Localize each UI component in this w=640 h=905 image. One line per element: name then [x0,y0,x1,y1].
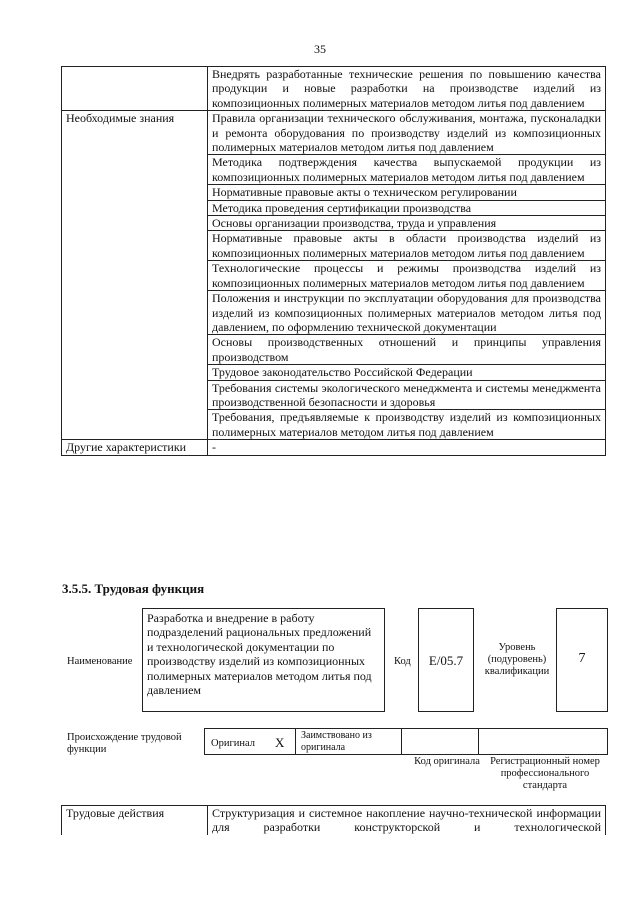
cell-text: Структуризация и системное накопление научно-технической информации для разработки конструкторской и технологической [208,806,606,835]
cell-text: Основы производственных отношений и принципы управления производством [208,335,606,365]
code-original-label: Код оригинала [414,756,480,767]
origin-label: Происхождение трудовой функции [67,732,182,755]
cell-text: Трудовое законодательство Российской Федерации [208,365,606,380]
divider [401,729,402,754]
cell-text: Положения и инструкции по эксплуатации оборудования для производства изделий из композиционных полимерных материалов методом литья под давлением, по оформлению технической документации [208,291,606,335]
row-label: Трудовые действия [62,806,208,835]
table-row [62,67,606,111]
cell-text: Требования системы экологического менеджмента и системы менеджмента производственной безопасности и здоровья [208,380,606,410]
cell-text: Основы организации производства, труда и управления [208,216,606,231]
row-label [62,67,208,111]
reg-number-label: Регистрационный номер профессионального стандарта [490,756,600,791]
original-mark: X [275,735,285,750]
origin-row [204,728,608,755]
function-name-box: Разработка и внедрение в работу подразделений рациональных предложений и технологической документации по производству изделий из композиционных полимерных материалов методом литья под давлением [142,608,385,712]
cell-text: Нормативные правовые акты о техническом регулировании [208,185,606,200]
cell-text: Технологические процессы и режимы производства изделий из композиционных полимерных материалов методом литья под давлением [208,261,606,291]
original-label: Оригинал [211,738,255,749]
table-row [62,440,606,455]
cell-text: - [208,440,606,455]
cell-text: Методика проведения сертификации производства [208,200,606,215]
divider [478,729,479,754]
divider [295,729,296,754]
table-row [62,806,606,835]
cell-text: Методика подтверждения качества выпускаемой продукции из композиционных полимерных материалов методом литья под давлением [208,155,606,185]
function-code-box: E/05.7 [418,608,474,712]
cell-text: Внедрять разработанные технические решения по повышению качества продукции и новые разработки на производстве изделий из композиционных полимерных материалов методом литья под давлением [208,67,606,111]
table-row [62,111,606,155]
level-label: Уровень (подуровень) квалификации [484,642,550,677]
row-label: Необходимые знания [62,111,208,440]
code-label: Код [394,656,411,667]
name-label: Наименование [67,656,133,667]
level-box: 7 [556,608,608,712]
labor-actions-table [61,805,606,835]
competency-table [61,66,606,456]
cell-text: Нормативные правовые акты в области производства изделий из композиционных полимерных материалов методом литья под давлением [208,231,606,261]
section-title: 3.5.5. Трудовая функция [62,581,205,596]
page-number: 35 [314,42,326,56]
cell-text: Требования, предъявляемые к производству изделий из композиционных полимерных материалов методом литья под давлением [208,410,606,440]
row-label: Другие характеристики [62,440,208,455]
borrowed-label: Заимствовано из оригинала [301,730,372,753]
cell-text: Правила организации технического обслуживания, монтажа, пусконаладки и ремонта оборудования по производству изделий из композиционных полимерных материалов методом литья под давлением [208,111,606,155]
